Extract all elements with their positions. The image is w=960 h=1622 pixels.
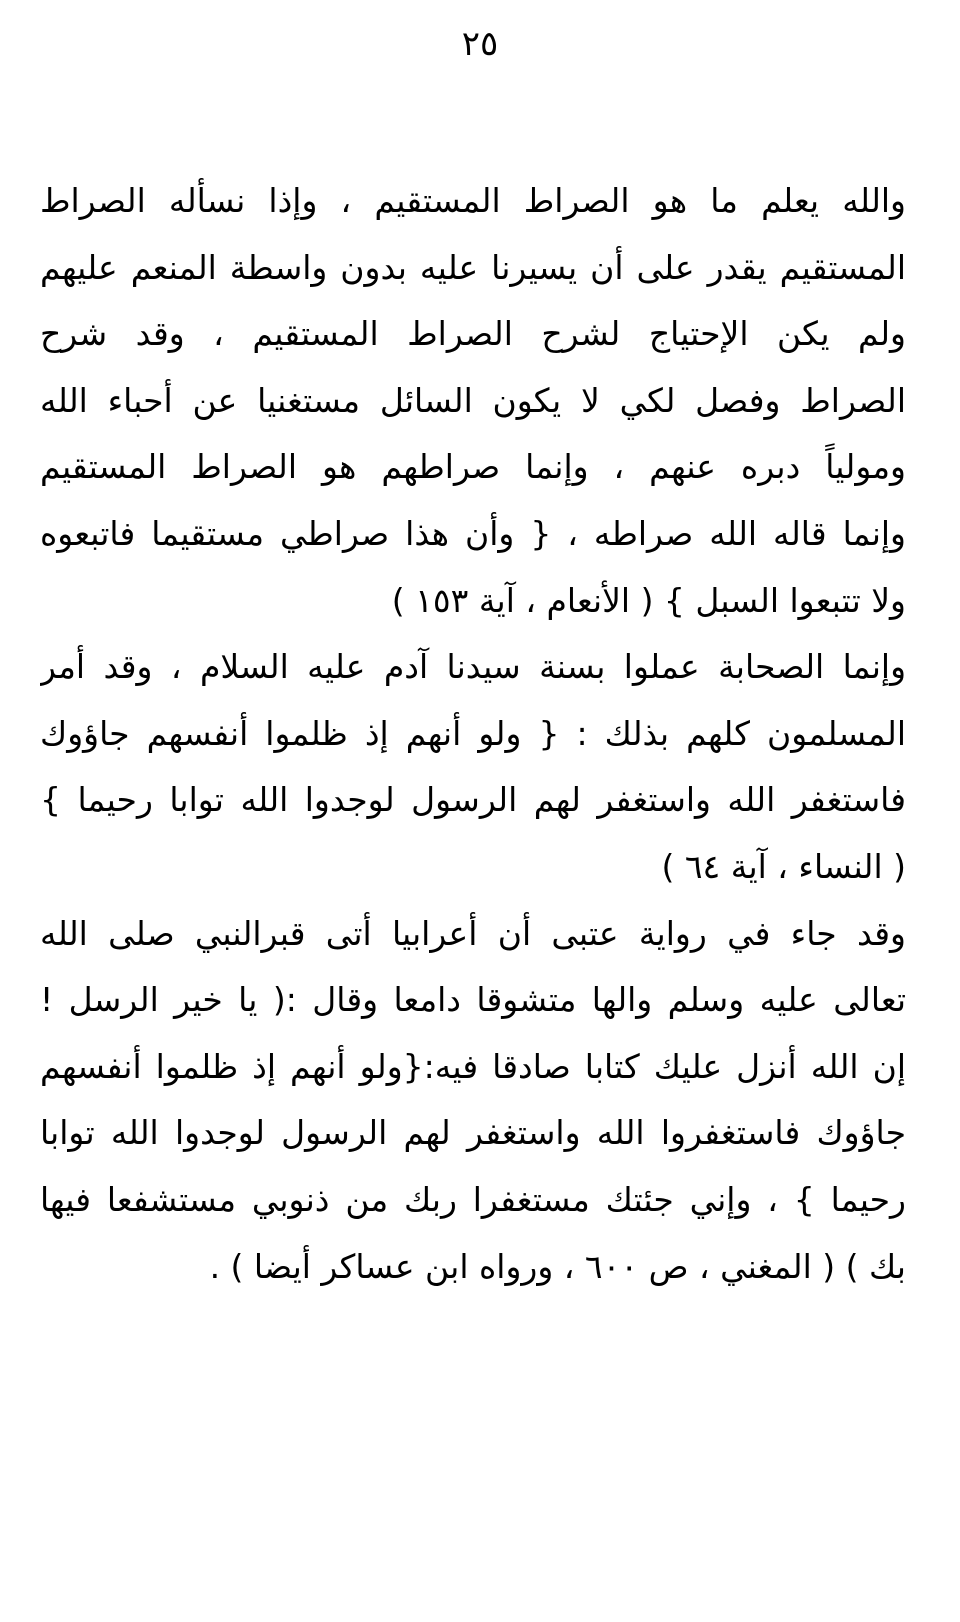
text-line: ولا تتبعوا السبل } ( الأنعام ، آية ١٥٣ ) (391, 580, 906, 620)
text-line: ( النساء ، آية ٦٤ ) (661, 846, 906, 886)
text-line: والله يعلم ما هو الصراط المستقيم ، وإذا نسأله الصراط (40, 181, 906, 220)
text-line: وإنما الصحابة عملوا بسنة سيدنا آدم عليه السلام ، وقد أمر (40, 647, 906, 687)
text-line: الصراط وفصل لكي لا يكون السائل مستغنيا عن أحباء الله (40, 380, 906, 420)
text-line: وإنما قاله الله صراطه ، { وأن هذا صراطي مستقيما فاتبعوه (40, 513, 906, 553)
text-line: تعالى عليه وسلم والها متشوقا دامعا وقال :( يا خير الرسل ! (40, 980, 906, 1020)
text-line: بك ) ( المغني ، ص ٦٠٠ ، ورواه ابن عساكر أيضا ) . (209, 1246, 906, 1286)
text-line: فاستغفر الله واستغفر لهم الرسول لوجدوا الله توابا رحيما } (40, 780, 906, 820)
text-line: المستقيم يقدر على أن يسيرنا عليه بدون واسطة المنعم عليهم (40, 247, 906, 287)
text-line: جاؤوك فاستغفروا الله واستغفر لهم الرسول لوجدوا الله توابا (40, 1113, 906, 1153)
text-line: المسلمون كلهم بذلك : { ولو أنهم إذ ظلموا أنفسهم جاؤوك (40, 713, 906, 753)
page-number: ٢٥ (461, 24, 499, 64)
text-line: إن الله أنزل عليك كتابا صادقا فيه:{ولو أنهم إذ ظلموا أنفسهم (40, 1046, 906, 1086)
text-line: ولم يكن الإحتياج لشرح الصراط المستقيم ، وقد شرح (40, 314, 906, 354)
text-line: ومولياً دبره عنهم ، وإنما صراطهم هو الصراط المستقيم (40, 447, 906, 487)
text-line: رحيما } ، وإني جئتك مستغفرا ربك من ذنوبي مستشفعا فيها (40, 1179, 906, 1219)
page-body (40, 168, 906, 1300)
text-line: وقد جاء في رواية عتبى أن أعرابيا أتى قبرالنبي صلى الله (40, 913, 906, 953)
